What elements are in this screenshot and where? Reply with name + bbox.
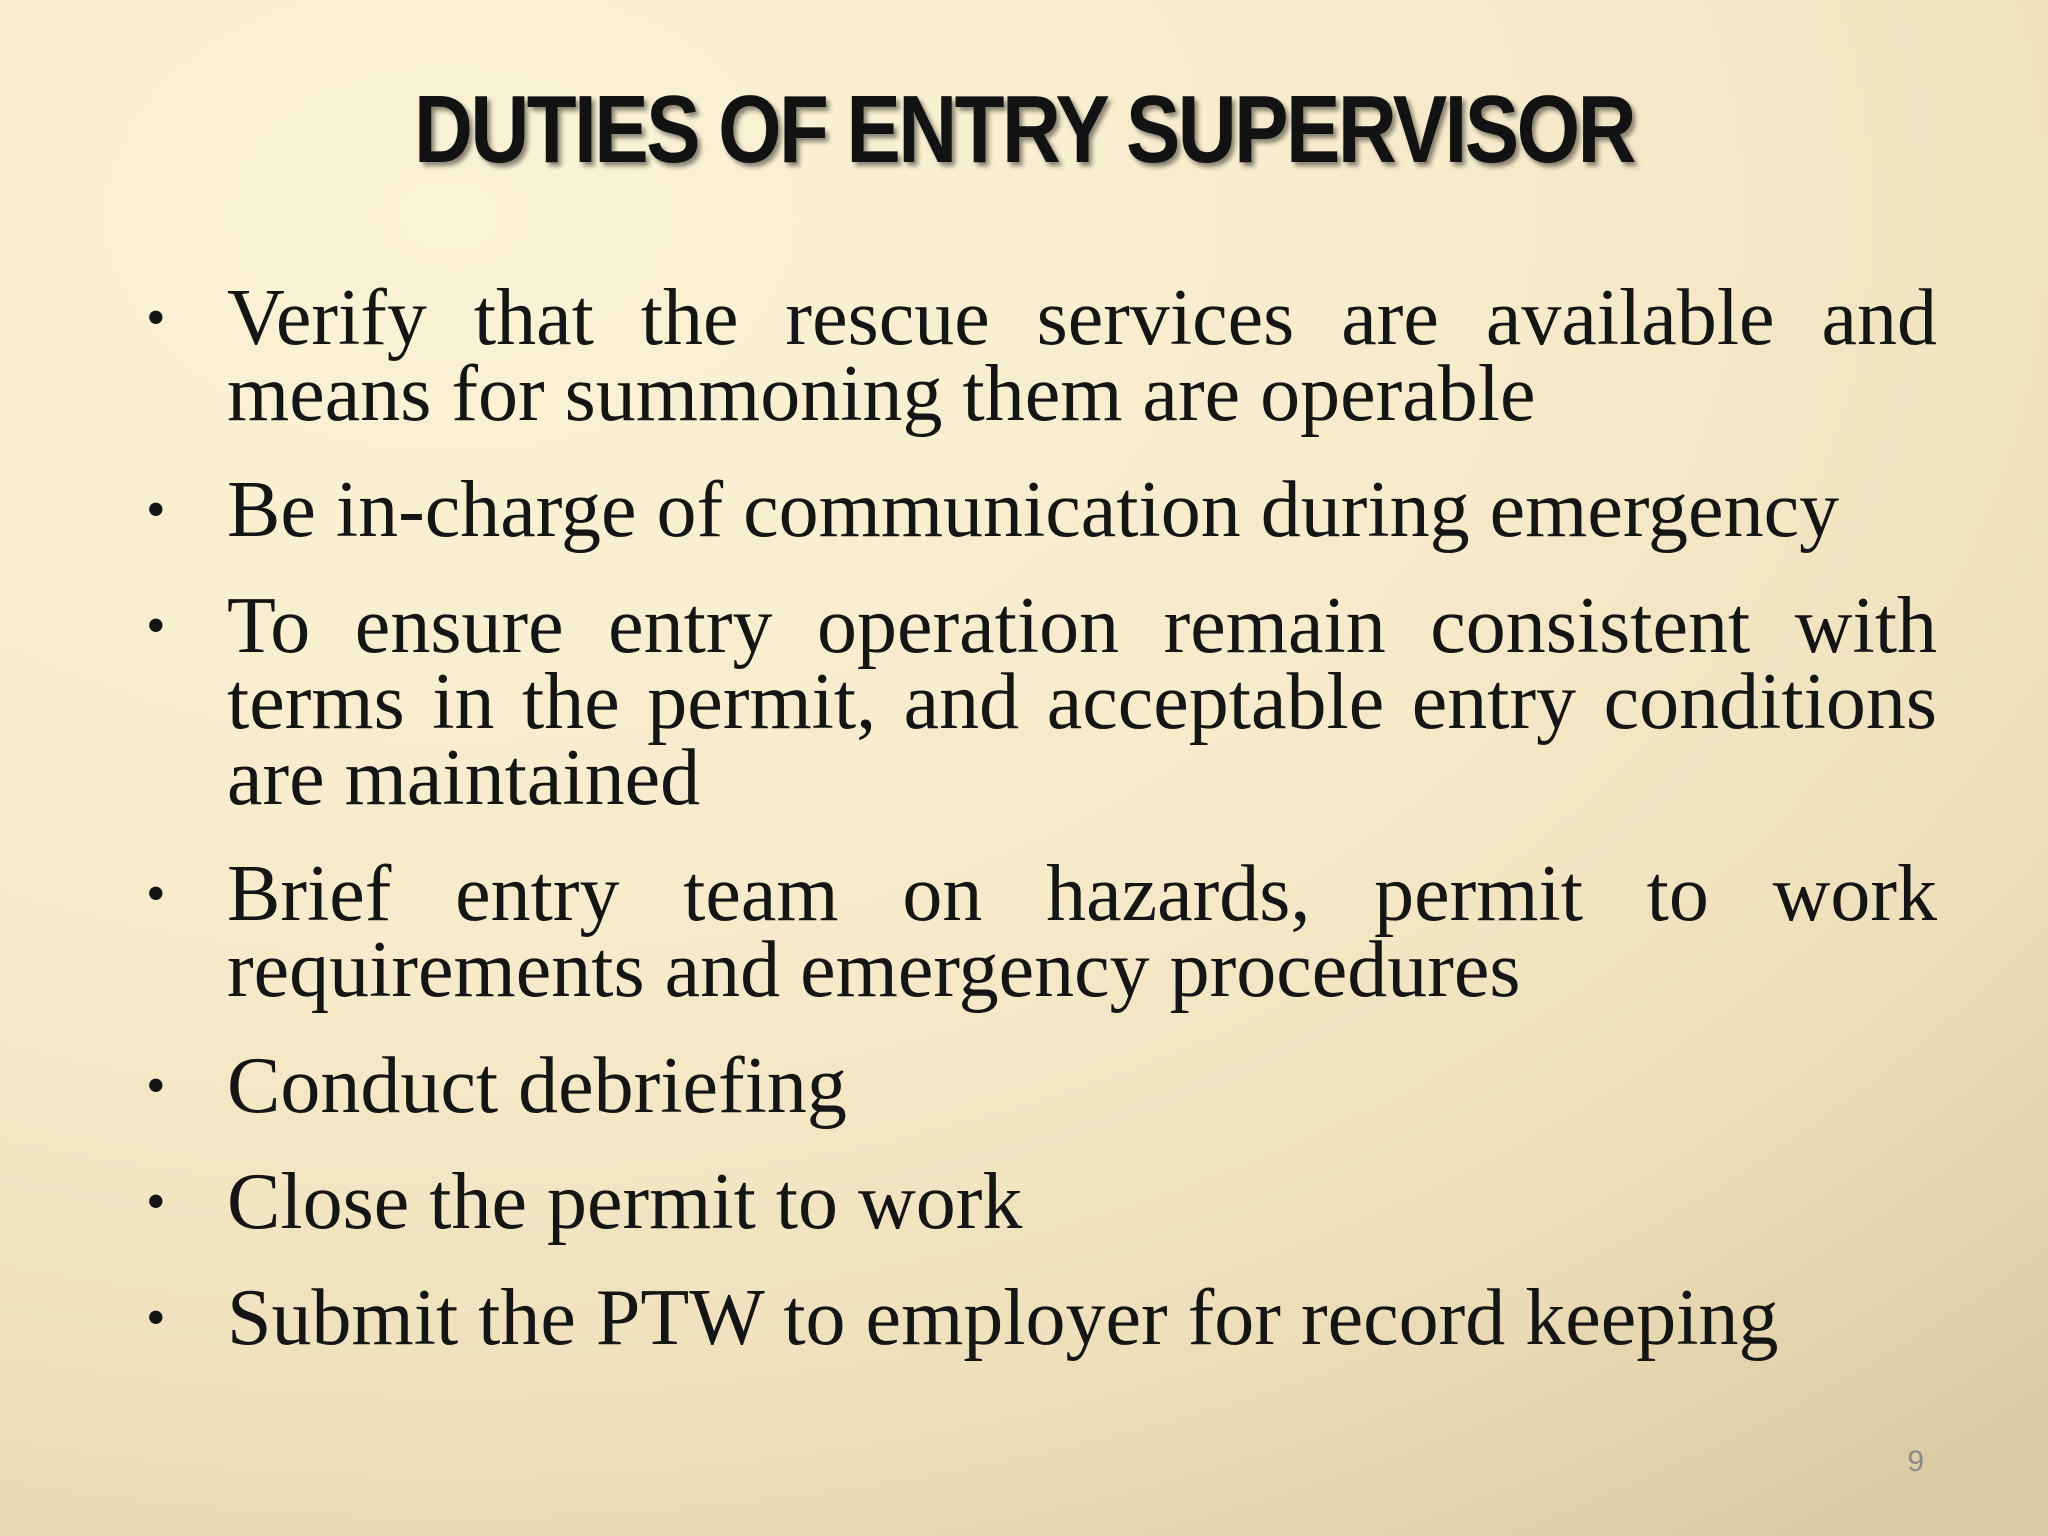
bullet-dot-icon: •: [146, 1287, 166, 1349]
bullet-dot-icon: •: [146, 1171, 166, 1233]
slide-title: DUTIES OF ENTRY SUPERVISOR: [414, 76, 1634, 183]
bullet-text: Conduct debriefing: [227, 1042, 847, 1130]
bullet-dot-icon: •: [146, 287, 166, 349]
bullet-list: [0, 274, 2048, 1396]
bullet-item: [0, 466, 2048, 554]
bullet-item: [0, 850, 2048, 1014]
bullet-item: [0, 1158, 2048, 1246]
bullet-item: [0, 274, 2048, 438]
bullet-text: Verify that the rescue services are available and means for summoning them are operable: [227, 274, 1937, 438]
bullet-text: Submit the PTW to employer for record keeping: [227, 1274, 1779, 1362]
page-number: 9: [1907, 1445, 1924, 1478]
bullet-dot-icon: •: [146, 863, 166, 925]
bullet-text: Brief entry team on hazards, permit to work requirements and emergency procedures: [227, 850, 1937, 1014]
bullet-dot-icon: •: [146, 479, 166, 541]
bullet-dot-icon: •: [146, 595, 166, 657]
bullet-item: [0, 1042, 2048, 1130]
bullet-text: To ensure entry operation remain consistent with terms in the permit, and acceptable entry conditions are maintained: [227, 582, 1937, 822]
bullet-text: Close the permit to work: [227, 1158, 1023, 1246]
bullet-item: [0, 1274, 2048, 1362]
bullet-text: Be in-charge of communication during emergency: [227, 466, 1840, 554]
bullet-item: [0, 582, 2048, 822]
bullet-dot-icon: •: [146, 1055, 166, 1117]
